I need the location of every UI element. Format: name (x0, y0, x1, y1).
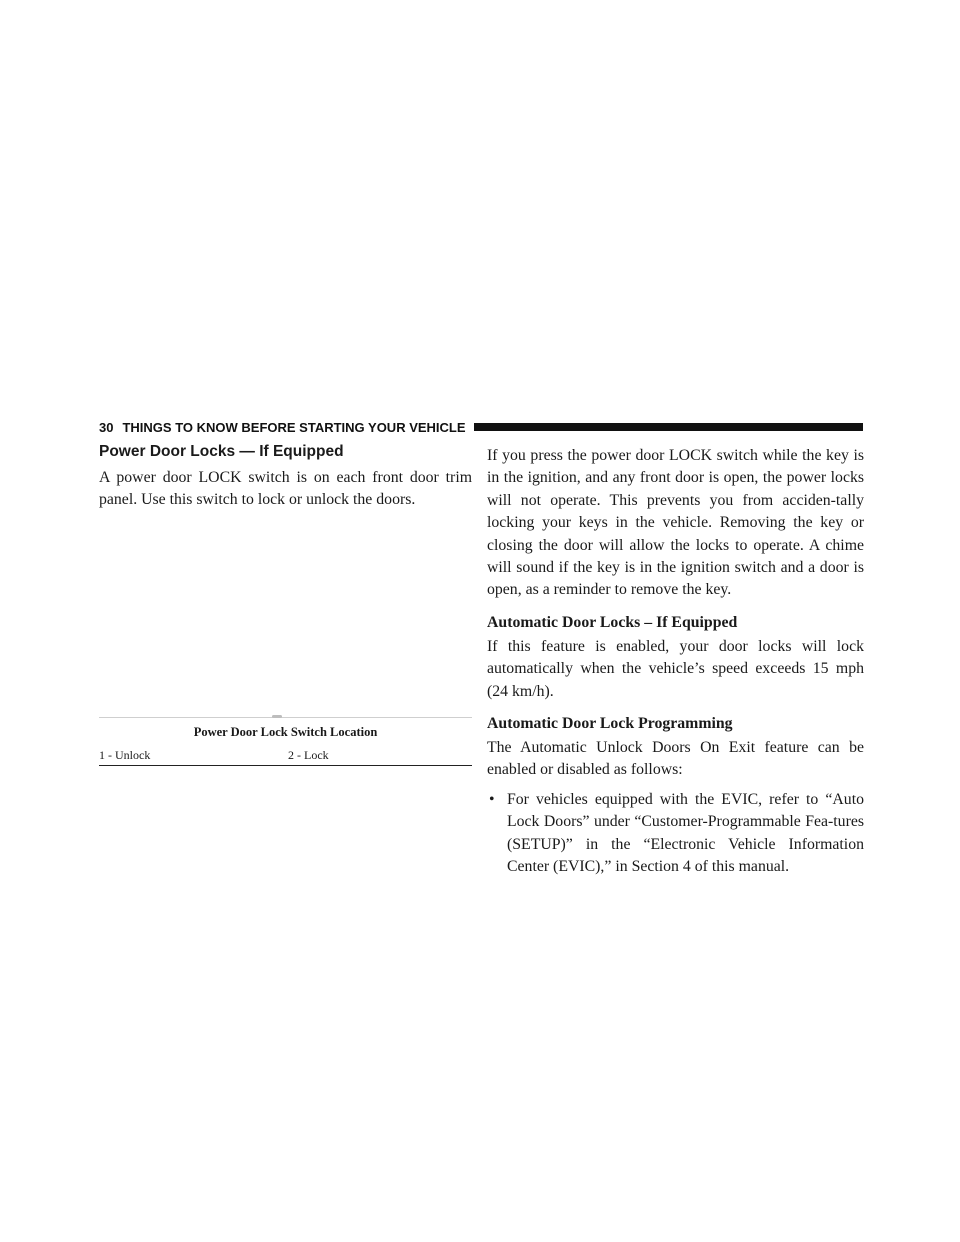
auto-locks-paragraph: If this feature is enabled, your door locks will lock automatically when the vehicle’s speed exceeds 15 mph (24 km/h). (487, 637, 864, 700)
left-column (99, 441, 472, 512)
figure-mark (272, 715, 282, 718)
programming-paragraph: The Automatic Unlock Doors On Exit feature can be enabled or disabled as follows: (487, 739, 864, 779)
legend-item-unlock: 1 - Unlock (99, 748, 151, 762)
header-rule (474, 423, 863, 431)
list-item (487, 789, 864, 879)
legend-item-lock: 2 - Lock (288, 748, 329, 762)
figure-image (99, 510, 472, 715)
auto-locks-heading: Automatic Door Locks – If Equipped (487, 613, 738, 631)
bullet-text: For vehicles equipped with the EVIC, refer to “Auto Lock Doors” under “Customer-Programmable Fea-tures (SETUP)” in the “Electronic Vehicle Information Center (EVIC),” in Section 4 of this manual. (507, 790, 864, 876)
page-number: 30 (99, 419, 114, 435)
legend-rule (99, 765, 472, 766)
intro-paragraph: A power door LOCK switch is on each front door trim panel. Use this switch to lock or unlock the doors. (99, 469, 472, 509)
section-title: THINGS TO KNOW BEFORE STARTING YOUR VEHICLE (122, 419, 466, 435)
right-column (487, 445, 864, 879)
section-heading: Power Door Locks — If Equipped (99, 443, 344, 460)
page-header (99, 416, 863, 438)
bullet-icon: • (489, 790, 495, 808)
figure-divider (99, 717, 472, 718)
lock-behavior-paragraph: If you press the power door LOCK switch while the key is in the ignition, and any front door is open, the power locks will not operate. This prevents you from acciden-tally locking your keys in the vehicle. Removing the key or closing the door will allow the locks to operate. A chime will sound if the key is in the ignition switch and a door is open, as a reminder to remove the key. (487, 447, 864, 599)
figure-caption: Power Door Lock Switch Location (193, 725, 378, 739)
programming-heading: Automatic Door Lock Programming (487, 715, 733, 733)
